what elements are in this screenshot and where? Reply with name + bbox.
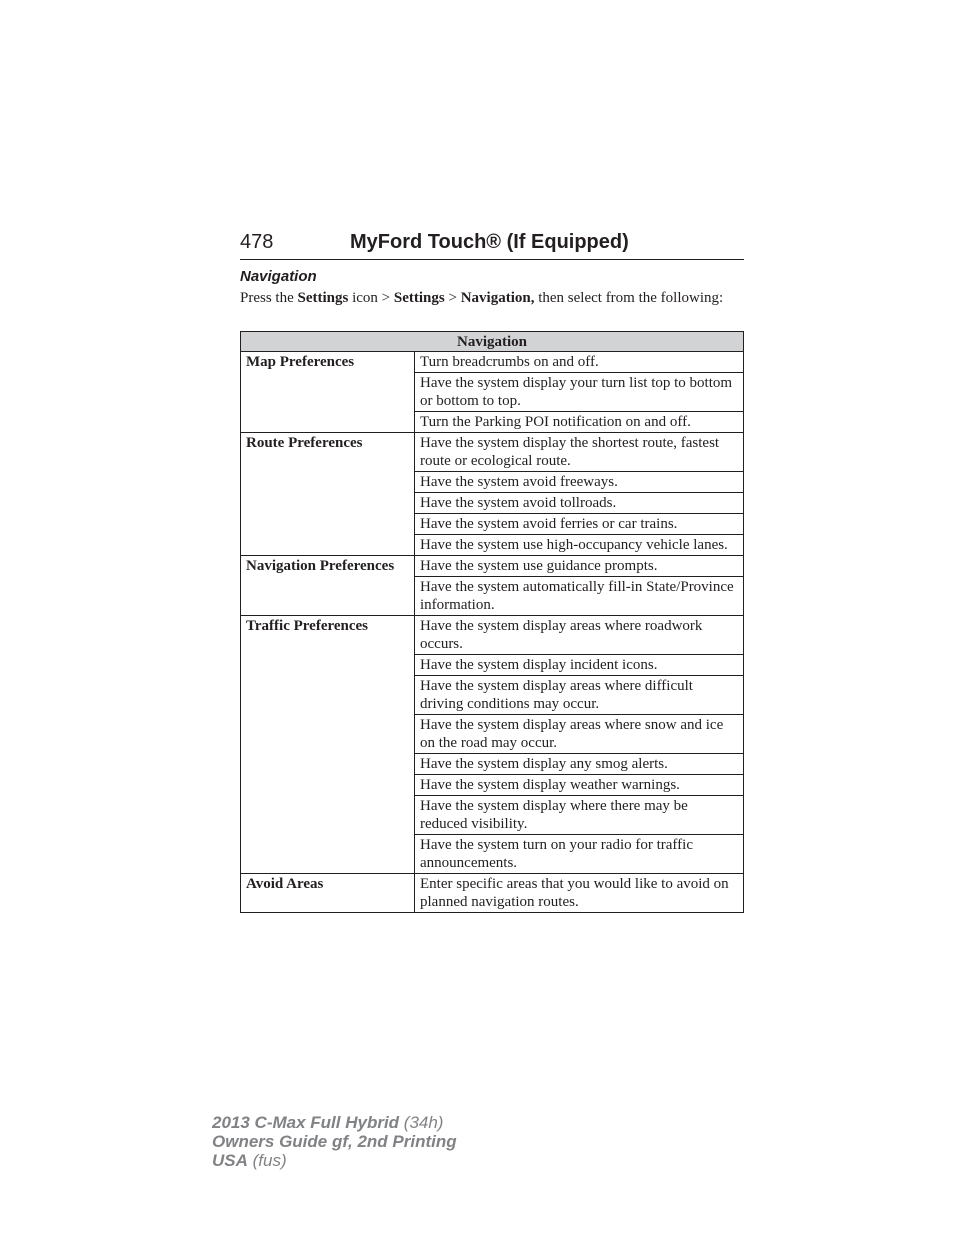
footer-line-guide — [212, 1132, 457, 1151]
section-heading: Navigation — [240, 268, 317, 285]
footer-market: USA — [212, 1151, 248, 1170]
table-header: Navigation — [241, 332, 744, 352]
intro-navigation-label: Navigation, — [460, 290, 535, 306]
table-row — [241, 556, 744, 577]
option-cell: Have the system avoid tollroads. — [415, 493, 744, 514]
intro-text: > — [444, 290, 461, 306]
category-cell: Map Preferences — [241, 352, 415, 433]
footer-line-market — [212, 1151, 457, 1170]
option-cell: Have the system turn on your radio for traffic announcements. — [415, 835, 744, 874]
category-cell: Route Preferences — [241, 433, 415, 556]
footer-model-code: (34h) — [399, 1113, 444, 1132]
table-row — [241, 874, 744, 913]
intro-paragraph — [240, 290, 744, 307]
footer-market-code: (fus) — [247, 1151, 287, 1170]
option-cell: Have the system display your turn list top to bottom or bottom to top. — [415, 373, 744, 412]
footer-model: 2013 C-Max Full Hybrid — [212, 1113, 400, 1132]
option-cell: Have the system display areas where roadwork occurs. — [415, 616, 744, 655]
navigation-table — [240, 331, 744, 913]
option-cell: Turn breadcrumbs on and off. — [415, 352, 744, 373]
page-number: 478 — [240, 231, 274, 253]
intro-settings-icon-label: Settings — [297, 290, 349, 306]
option-cell: Enter specific areas that you would like to avoid on planned navigation routes. — [415, 874, 744, 913]
option-cell: Have the system automatically fill-in State/Province information. — [415, 577, 744, 616]
intro-settings-label: Settings — [393, 290, 445, 306]
option-cell: Have the system display any smog alerts. — [415, 754, 744, 775]
table-row — [241, 433, 744, 472]
option-cell: Have the system avoid ferries or car trains. — [415, 514, 744, 535]
table-row — [241, 616, 744, 655]
option-cell: Turn the Parking POI notification on and off. — [415, 412, 744, 433]
option-cell: Have the system use guidance prompts. — [415, 556, 744, 577]
intro-text: icon > — [348, 290, 394, 306]
option-cell: Have the system display areas where snow and ice on the road may occur. — [415, 715, 744, 754]
intro-text: Press the — [240, 290, 298, 306]
option-cell: Have the system display the shortest route, fastest route or ecological route. — [415, 433, 744, 472]
footer-line-model — [212, 1113, 457, 1132]
option-cell: Have the system display weather warnings. — [415, 775, 744, 796]
category-cell: Avoid Areas — [241, 874, 415, 913]
page-header — [240, 228, 744, 260]
option-cell: Have the system use high-occupancy vehicle lanes. — [415, 535, 744, 556]
option-cell: Have the system avoid freeways. — [415, 472, 744, 493]
table-row — [241, 352, 744, 373]
footer-guide: Owners Guide gf, 2nd Printing — [212, 1132, 457, 1151]
table-body — [241, 352, 744, 913]
intro-text: then select from the following: — [534, 290, 724, 306]
category-cell: Traffic Preferences — [241, 616, 415, 874]
option-cell: Have the system display areas where difficult driving conditions may occur. — [415, 676, 744, 715]
option-cell: Have the system display where there may be reduced visibility. — [415, 796, 744, 835]
page-title: MyFord Touch® (If Equipped) — [350, 231, 629, 253]
option-cell: Have the system display incident icons. — [415, 655, 744, 676]
document-footer — [212, 1113, 457, 1170]
category-cell: Navigation Preferences — [241, 556, 415, 616]
table-header-row — [241, 332, 744, 352]
